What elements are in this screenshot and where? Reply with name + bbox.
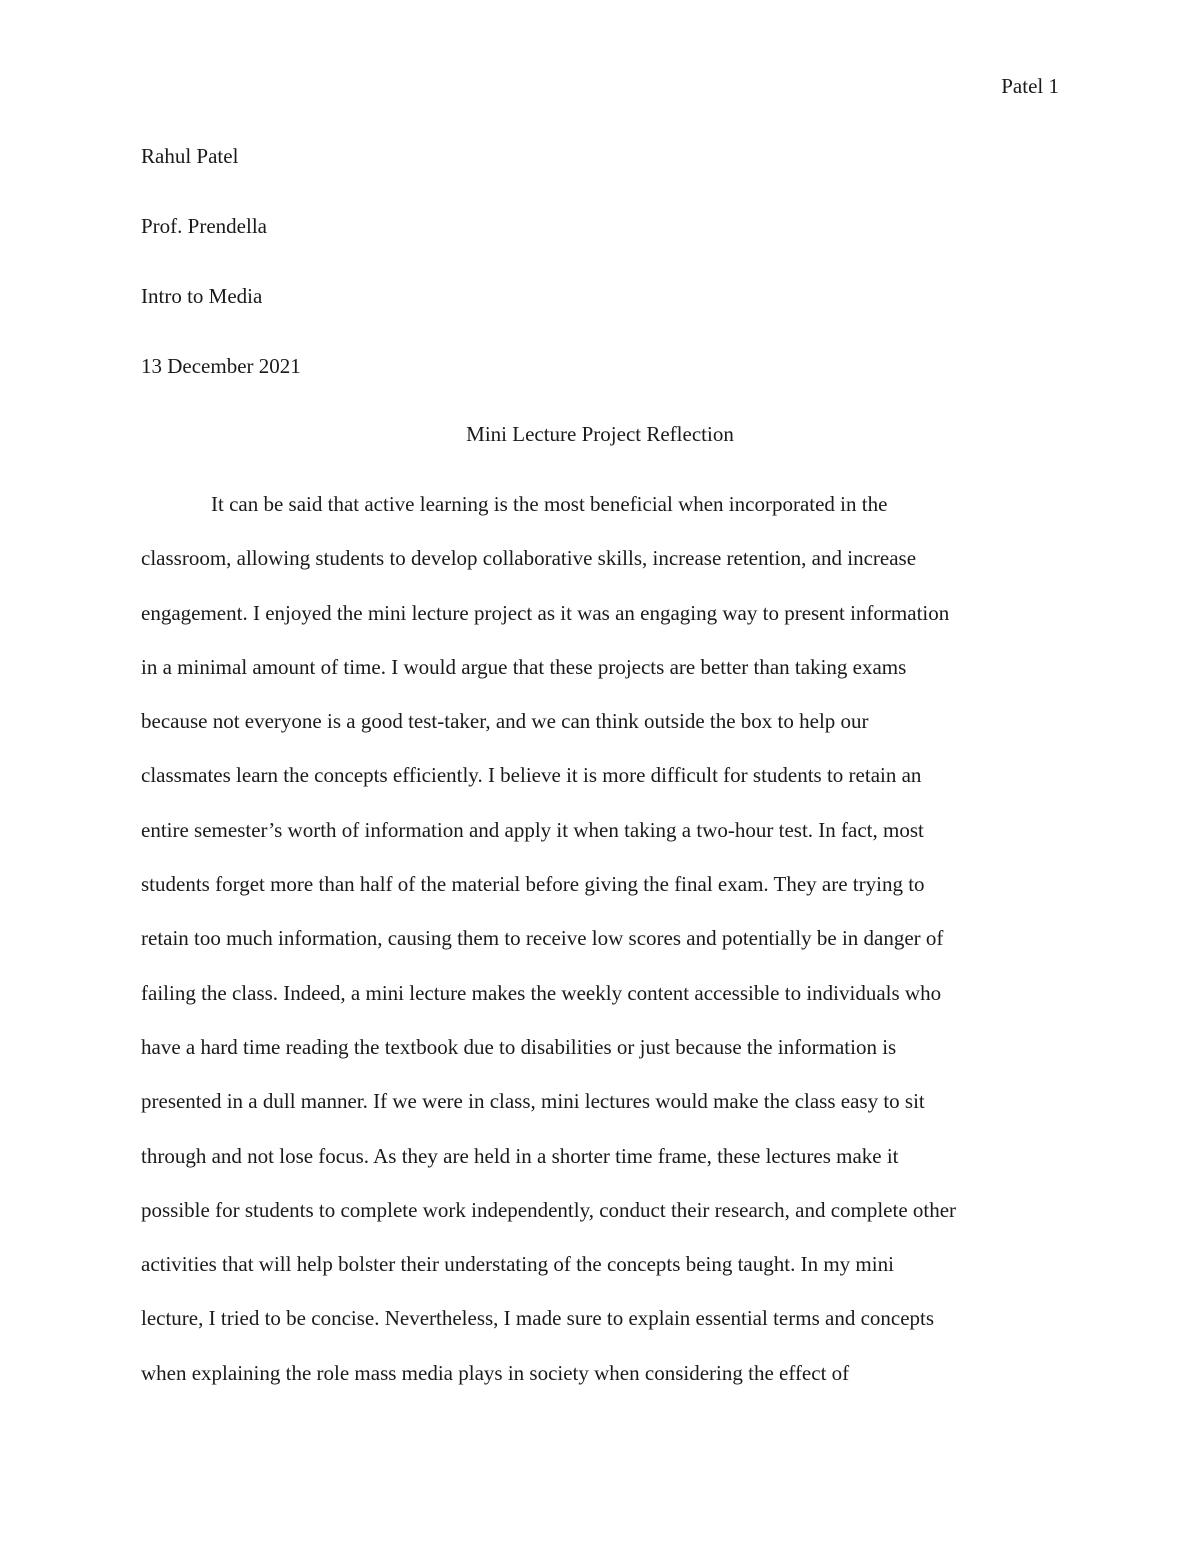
paragraph-line: failing the class. Indeed, a mini lecture makes the weekly content accessible to individuals who [141, 980, 942, 1005]
paragraph-line: have a hard time reading the textbook due to disabilities or just because the information is [141, 1034, 897, 1059]
paragraph-line: because not everyone is a good test-taker, and we can think outside the box to help our [141, 709, 869, 734]
paragraph-line: through and not lose focus. As they are held in a shorter time frame, these lectures make it [141, 1143, 899, 1168]
document-title: Mini Lecture Project Reflection [466, 422, 734, 446]
paragraph-line: in a minimal amount of time. I would argue that these projects are better than taking exams [141, 654, 907, 679]
body-paragraph [141, 490, 1071, 1413]
paragraph-line: classroom, allowing students to develop collaborative skills, increase retention, and increase [141, 546, 917, 571]
paragraph-line: lecture, I tried to be concise. Nevertheless, I made sure to explain essential terms and concepts [141, 1306, 935, 1331]
paragraph-line: entire semester’s worth of information and apply it when taking a two-hour test. In fact, most [141, 817, 924, 842]
mla-heading [141, 142, 1059, 422]
running-head: Patel 1 [1001, 74, 1059, 98]
course-name: Intro to Media [141, 284, 263, 308]
paragraph-line: students forget more than half of the material before giving the final exam. They are trying to [141, 872, 925, 897]
paragraph-line: It can be said that active learning is the most beneficial when incorporated in the [211, 492, 888, 516]
paragraph-line: retain too much information, causing them to receive low scores and potentially be in danger of [141, 926, 944, 951]
author-name: Rahul Patel [141, 144, 239, 168]
instructor-name: Prof. Prendella [141, 214, 267, 238]
paragraph-line: when explaining the role mass media plays in society when considering the effect of [141, 1360, 850, 1385]
paragraph-line: presented in a dull manner. If we were in class, mini lectures would make the class easy to sit [141, 1089, 925, 1114]
paragraph-line: possible for students to complete work independently, conduct their research, and complete other [141, 1197, 957, 1222]
paragraph-line: engagement. I enjoyed the mini lecture project as it was an engaging way to present information [141, 600, 950, 625]
paragraph-line: activities that will help bolster their understating of the concepts being taught. In my mini [141, 1252, 894, 1277]
paragraph-line: classmates learn the concepts efficiently. I believe it is more difficult for students to retain an [141, 763, 922, 788]
document-date: 13 December 2021 [141, 354, 301, 378]
